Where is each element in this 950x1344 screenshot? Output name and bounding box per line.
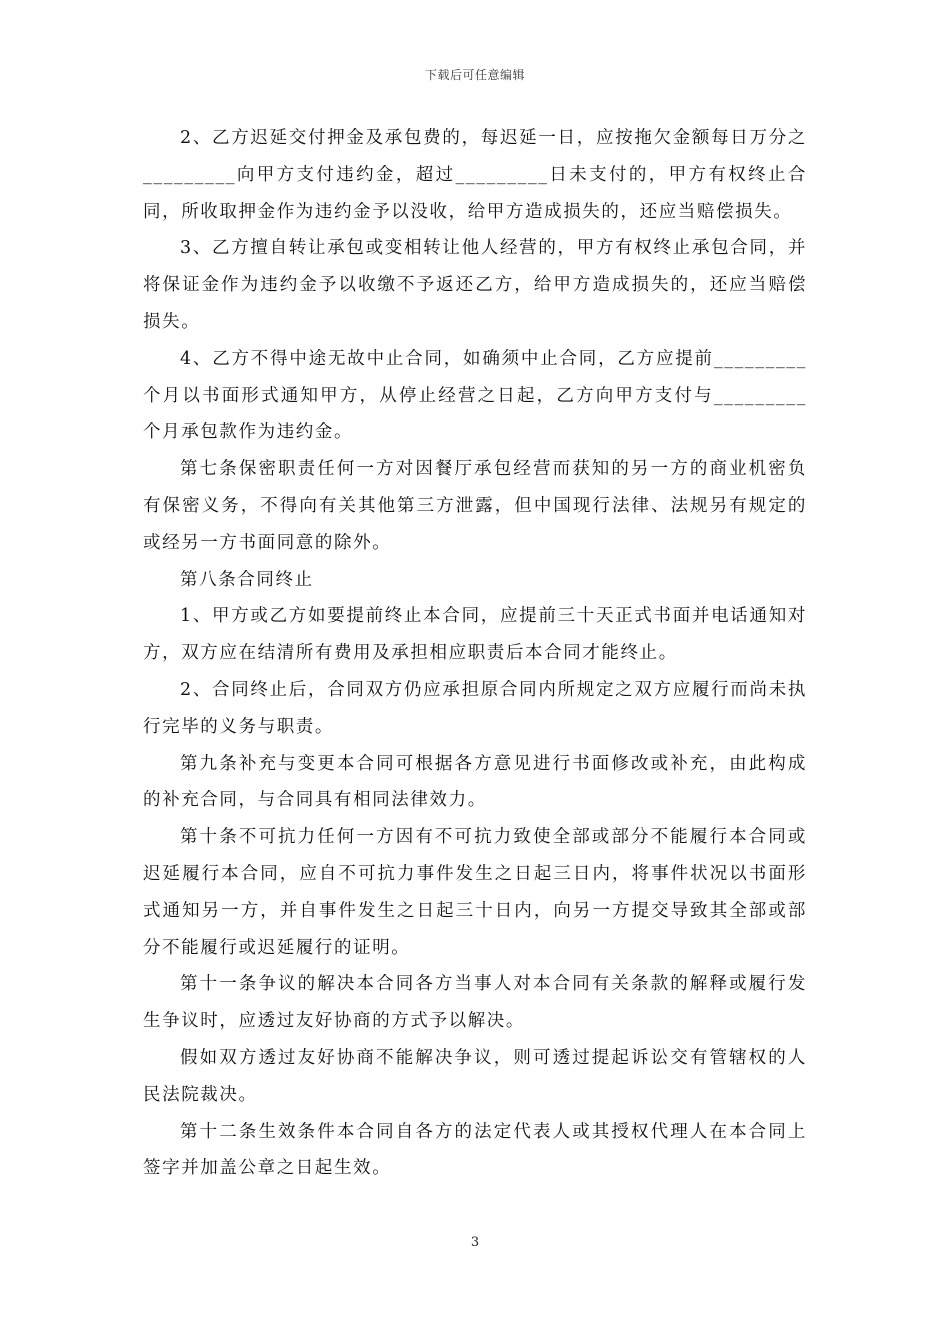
paragraph-late-payment: 2、乙方迟延交付押金及承包费的，每迟延一日，应按拖欠金额每日万分之_________向甲方支付违约金，超过_________日未支付的，甲方有权终止合同，所收取押金作为违约金予以没收，给甲方造成损失的，还应当赔偿损失。 xyxy=(143,128,807,222)
paragraph-article-8-heading: 第八条合同终止 xyxy=(180,569,314,590)
paragraph-article-9-amendment: 第九条补充与变更本合同可根据各方意见进行书面修改或补充，由此构成的补充合同，与合同具有相同法律效力。 xyxy=(143,753,807,811)
paragraph-unauthorized-transfer: 3、乙方擅自转让承包或变相转让他人经营的，甲方有权终止承包合同，并将保证金作为违约金予以收缴不予返还乙方，给甲方造成损失的，还应当赔偿损失。 xyxy=(143,238,807,332)
paragraph-article-11-litigation: 假如双方透过友好协商不能解决争议，则可透过提起诉讼交有管辖权的人民法院裁决。 xyxy=(143,1047,807,1105)
paragraph-article-8-item-2: 2、合同终止后，合同双方仍应承担原合同内所规定之双方应履行而尚未执行完毕的义务与职责。 xyxy=(143,679,807,737)
page-number: 3 xyxy=(470,1235,480,1250)
document-body xyxy=(143,120,807,1187)
paragraph-article-8-item-1: 1、甲方或乙方如要提前终止本合同，应提前三十天正式书面并电话通知对方，双方应在结清所有费用及承担相应职责后本合同才能终止。 xyxy=(143,606,807,664)
paragraph-article-10-force-majeure: 第十条不可抗力任何一方因有不可抗力致使全部或部分不能履行本合同或迟延履行本合同，应自不可抗力事件发生之日起三日内，将事件状况以书面形式通知另一方，并自事件发生之日起三十日内，向另一方提交导致其全部或部分不能履行或迟延履行的证明。 xyxy=(143,827,807,958)
page-header: 下载后可任意编辑 xyxy=(424,68,525,82)
paragraph-article-12-effectiveness: 第十二条生效条件本合同自各方的法定代表人或其授权代理人在本合同上签字并加盖公章之日起生效。 xyxy=(143,1121,807,1179)
paragraph-article-7-confidentiality: 第七条保密职责任何一方对因餐厅承包经营而获知的另一方的商业机密负有保密义务，不得向有关其他第三方泄露，但中国现行法律、法规另有规定的或经另一方书面同意的除外。 xyxy=(143,459,807,553)
paragraph-article-11-disputes: 第十一条争议的解决本合同各方当事人对本合同有关条款的解释或履行发生争议时，应透过友好协商的方式予以解决。 xyxy=(143,974,807,1032)
paragraph-early-termination-notice: 4、乙方不得中途无故中止合同，如确须中止合同，乙方应提前_________个月以书面形式通知甲方，从停止经营之日起，乙方向甲方支付与_________个月承包款作为违约金。 xyxy=(143,348,807,443)
